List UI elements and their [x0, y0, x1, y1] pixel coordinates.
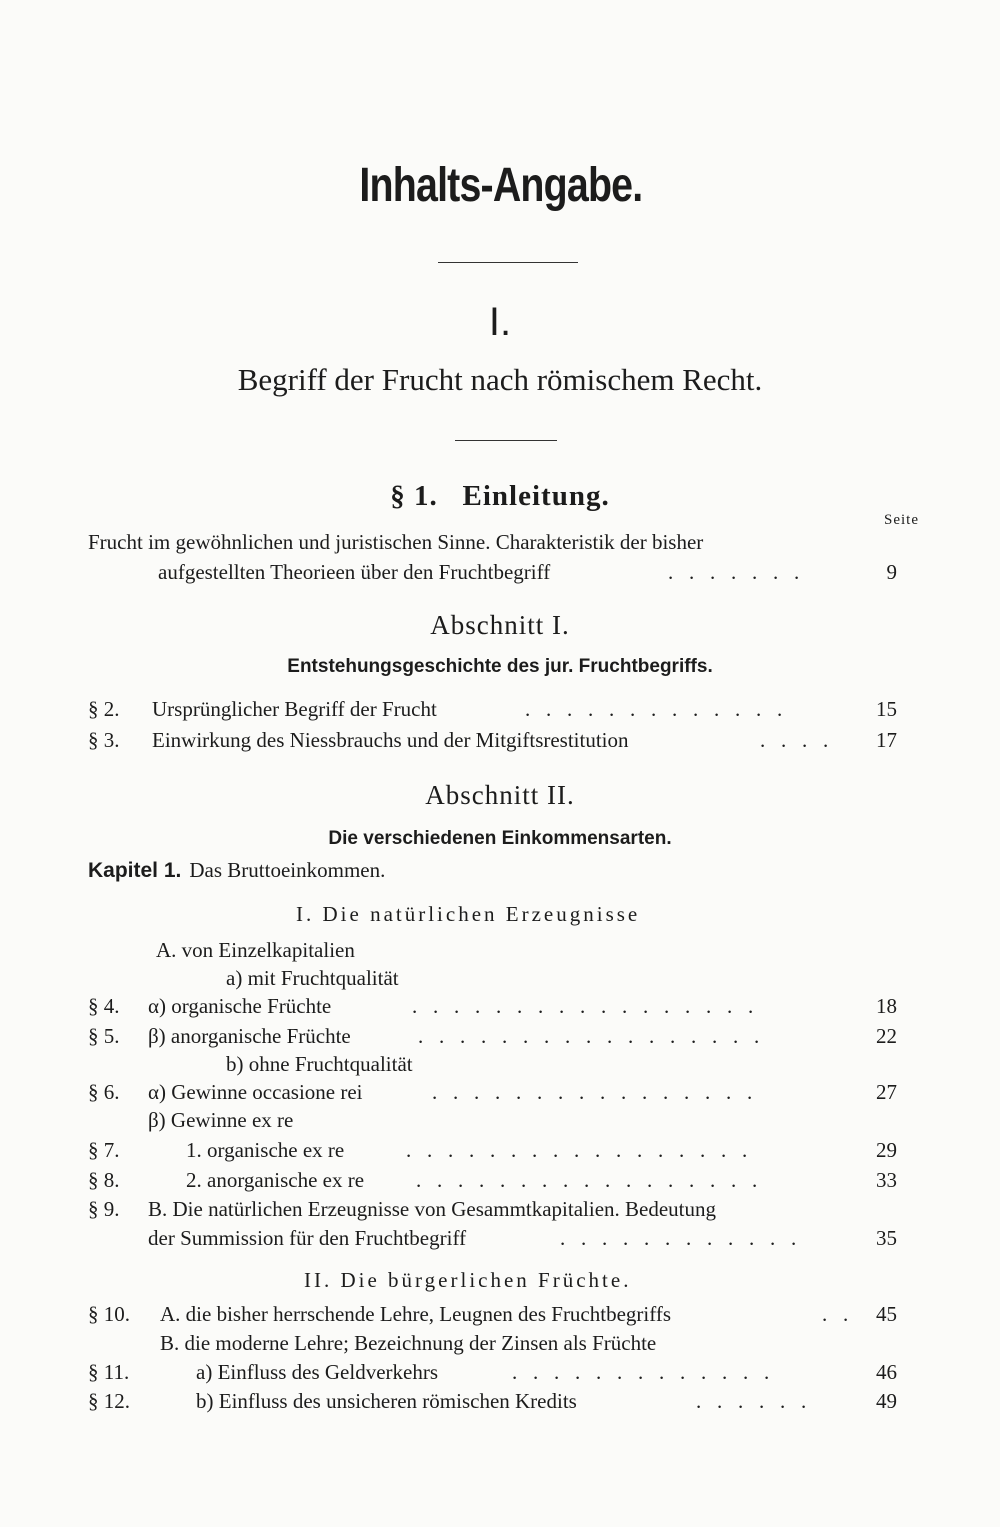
page-number: 35 — [876, 1226, 897, 1250]
abschnitt-2-title: Abschnitt II. — [425, 780, 575, 810]
page-number: 46 — [876, 1360, 897, 1384]
entry-text: Ursprünglicher Begriff der Frucht — [152, 697, 437, 721]
entry-text: der Summission für den Fruchtbegriff — [148, 1226, 467, 1250]
section-title: Einleitung. — [462, 480, 610, 512]
group-heading: II. Die bürgerlichen Früchte. — [304, 1268, 632, 1292]
page-number: 49 — [876, 1389, 897, 1413]
leader-dots: . . — [822, 1302, 849, 1326]
entry-text: A. die bisher herrschende Lehre, Leugnen des Fruchtbegriffs — [160, 1302, 672, 1326]
entry-text: α) Gewinne occasione rei — [148, 1080, 363, 1104]
entry-text: β) anorganische Früchte — [148, 1024, 351, 1048]
entry-number: § 6. — [88, 1080, 120, 1104]
part-heading: Begriff der Frucht nach römischem Recht. — [237, 362, 763, 397]
part-numeral: I. — [488, 300, 512, 344]
entry-text: α) organische Früchte — [148, 994, 332, 1018]
page-title: Inhalts-Angabe. — [359, 159, 643, 212]
page-number: 17 — [876, 728, 897, 752]
subgroup-heading: b) ohne Fruchtqualität — [226, 1052, 413, 1076]
group-heading: I. Die natürlichen Erzeugnisse — [296, 902, 641, 926]
entry-number: § 3. — [88, 728, 120, 752]
entry-text: 1. organische ex re — [186, 1138, 345, 1162]
entry-number: § 9. — [88, 1197, 120, 1221]
page-number: 45 — [876, 1302, 897, 1326]
intro-text-line2: aufgestellten Theorieen über den Fruchtbegriff — [158, 560, 551, 584]
page-number: 22 — [876, 1024, 897, 1048]
subgroup-heading: B. die moderne Lehre; Bezeichnung der Zinsen als Früchte — [160, 1331, 657, 1355]
leader-dots: . . . . . . . . . . . . . — [512, 1360, 770, 1384]
leader-dots: . . . . . . . — [668, 560, 800, 584]
kapitel-title: Das Bruttoeinkommen. — [189, 858, 386, 882]
abschnitt-1-subtitle: Entstehungsgeschichte des jur. Fruchtbegriffs. — [287, 656, 713, 677]
entry-text: B. Die natürlichen Erzeugnisse von Gesammtkapitalien. Bedeutung — [148, 1197, 717, 1221]
entry-text: 2. anorganische ex re — [186, 1168, 365, 1192]
leader-dots: . . . . . . . . . . . . . . . . . — [406, 1138, 748, 1162]
page-number: 9 — [886, 560, 897, 584]
page-column-label: Seite — [884, 512, 919, 528]
entry-number: § 5. — [88, 1024, 120, 1048]
page-number: 27 — [876, 1080, 897, 1104]
kapitel-label: Kapitel 1. — [88, 859, 182, 882]
title-rule — [438, 262, 578, 263]
section-number: § 1. — [390, 480, 438, 512]
subgroup-heading: β) Gewinne ex re — [148, 1108, 294, 1132]
leader-dots: . . . . . . . . . . . . . . . . — [432, 1080, 753, 1104]
entry-number: § 10. — [88, 1302, 130, 1326]
intro-text-line1: Frucht im gewöhnlichen und juristischen Sinne. Charakteristik der bisher — [88, 530, 704, 554]
leader-dots: . . . . . . . . . . . . — [560, 1226, 797, 1250]
subgroup-heading: A. von Einzelkapitalien — [156, 938, 355, 962]
part-rule — [455, 440, 557, 441]
kapitel-heading — [88, 858, 385, 883]
leader-dots: . . . . . . . . . . . . . . . . . — [416, 1168, 758, 1192]
entry-number: § 8. — [88, 1168, 120, 1192]
entry-number: § 2. — [88, 697, 120, 721]
leader-dots: . . . . — [760, 728, 829, 752]
leader-dots: . . . . . . . . . . . . . . . . . — [418, 1024, 760, 1048]
leader-dots: . . . . . . . . . . . . . . . . . — [412, 994, 754, 1018]
leader-dots: . . . . . . . . . . . . . — [525, 697, 783, 721]
entry-number: § 7. — [88, 1138, 120, 1162]
section-heading — [0, 480, 1000, 513]
entry-text: b) Einfluss des unsicheren römischen Kredits — [196, 1389, 577, 1413]
entry-number: § 4. — [88, 994, 120, 1018]
entry-number: § 12. — [88, 1389, 130, 1413]
page-number: 33 — [876, 1168, 897, 1192]
subgroup-heading: a) mit Fruchtqualität — [226, 966, 399, 990]
leader-dots: . . . . . . — [696, 1389, 807, 1413]
page-number: 15 — [876, 697, 897, 721]
page-number: 18 — [876, 994, 897, 1018]
abschnitt-2-subtitle: Die verschiedenen Einkommensarten. — [328, 828, 672, 849]
page-number: 29 — [876, 1138, 897, 1162]
entry-text: Einwirkung des Niessbrauchs und der Mitgiftsrestitution — [152, 728, 629, 752]
entry-text: a) Einfluss des Geldverkehrs — [196, 1360, 439, 1384]
abschnitt-1-title: Abschnitt I. — [430, 610, 570, 640]
entry-number: § 11. — [88, 1360, 130, 1384]
